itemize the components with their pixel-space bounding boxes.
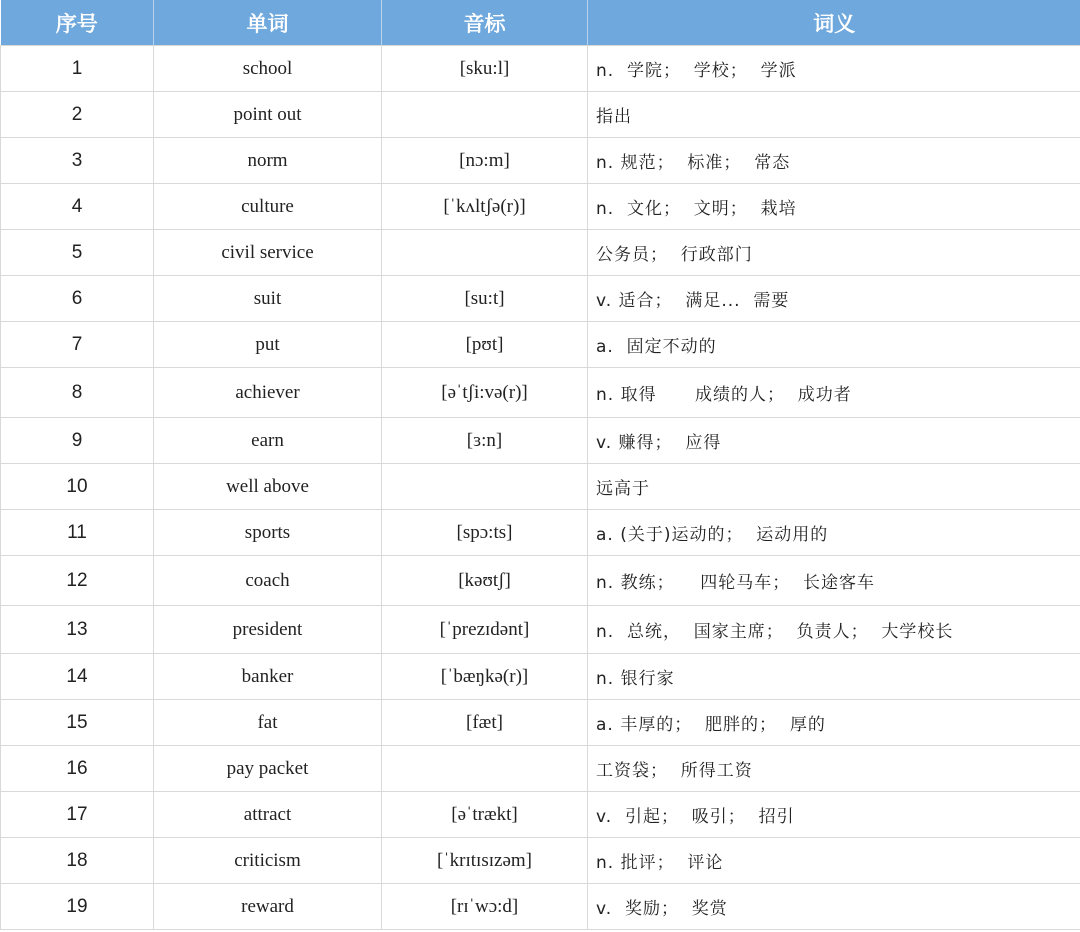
row-word: suit	[154, 276, 382, 322]
row-word: point out	[154, 92, 382, 138]
table-row	[1, 606, 1080, 654]
table-row	[1, 884, 1080, 930]
table-row	[1, 368, 1080, 418]
row-word: sports	[154, 510, 382, 556]
table-row	[1, 464, 1080, 510]
row-meaning: 指出	[588, 92, 1080, 138]
row-phonetic: [kəʊtʃ]	[382, 556, 588, 606]
row-meaning: n. 银行家	[588, 654, 1080, 700]
table-row	[1, 746, 1080, 792]
row-index: 19	[1, 884, 154, 930]
row-meaning: n. 批评； 评论	[588, 838, 1080, 884]
row-index: 17	[1, 792, 154, 838]
row-index: 1	[1, 46, 154, 92]
table-body	[1, 46, 1080, 930]
row-phonetic: [nɔ:m]	[382, 138, 588, 184]
row-word: achiever	[154, 368, 382, 418]
header-phonetic: 音标	[382, 0, 588, 46]
row-word: reward	[154, 884, 382, 930]
table-row	[1, 322, 1080, 368]
row-index: 12	[1, 556, 154, 606]
row-phonetic: [ˈbæŋkə(r)]	[382, 654, 588, 700]
row-meaning: a. (关于)运动的； 运动用的	[588, 510, 1080, 556]
row-index: 14	[1, 654, 154, 700]
header-meaning: 词义	[588, 0, 1080, 46]
table-header	[1, 0, 1080, 46]
table-row	[1, 46, 1080, 92]
row-meaning: 远高于	[588, 464, 1080, 510]
row-index: 9	[1, 418, 154, 464]
table-row	[1, 792, 1080, 838]
row-phonetic: [ɜ:n]	[382, 418, 588, 464]
row-word: president	[154, 606, 382, 654]
row-word: school	[154, 46, 382, 92]
row-meaning: n. 文化； 文明； 栽培	[588, 184, 1080, 230]
row-index: 15	[1, 700, 154, 746]
row-meaning: a. 固定不动的	[588, 322, 1080, 368]
row-index: 6	[1, 276, 154, 322]
row-word: norm	[154, 138, 382, 184]
row-index: 13	[1, 606, 154, 654]
row-word: pay packet	[154, 746, 382, 792]
row-index: 11	[1, 510, 154, 556]
table-row	[1, 654, 1080, 700]
row-index: 7	[1, 322, 154, 368]
row-word: fat	[154, 700, 382, 746]
row-word: well above	[154, 464, 382, 510]
row-phonetic: [rɪˈwɔ:d]	[382, 884, 588, 930]
table-row	[1, 510, 1080, 556]
table-row	[1, 276, 1080, 322]
header-row	[1, 0, 1080, 46]
row-phonetic	[382, 92, 588, 138]
row-meaning: v. 奖励； 奖赏	[588, 884, 1080, 930]
row-phonetic: [sku:l]	[382, 46, 588, 92]
row-index: 10	[1, 464, 154, 510]
row-index: 3	[1, 138, 154, 184]
row-phonetic: [əˈtrækt]	[382, 792, 588, 838]
row-phonetic	[382, 464, 588, 510]
row-phonetic: [fæt]	[382, 700, 588, 746]
table-row	[1, 230, 1080, 276]
row-meaning: v. 引起； 吸引； 招引	[588, 792, 1080, 838]
header-index: 序号	[1, 0, 154, 46]
row-word: culture	[154, 184, 382, 230]
table-row	[1, 556, 1080, 606]
row-index: 2	[1, 92, 154, 138]
row-word: coach	[154, 556, 382, 606]
table-row	[1, 138, 1080, 184]
row-meaning: v. 赚得； 应得	[588, 418, 1080, 464]
row-phonetic: [əˈtʃi:və(r)]	[382, 368, 588, 418]
table-row	[1, 700, 1080, 746]
row-index: 8	[1, 368, 154, 418]
row-phonetic: [su:t]	[382, 276, 588, 322]
table-row	[1, 92, 1080, 138]
row-phonetic: [pʊt]	[382, 322, 588, 368]
row-meaning: n. 学院； 学校； 学派	[588, 46, 1080, 92]
row-phonetic	[382, 230, 588, 276]
row-index: 4	[1, 184, 154, 230]
table-row	[1, 418, 1080, 464]
row-index: 5	[1, 230, 154, 276]
row-meaning: n. 总统， 国家主席； 负责人； 大学校长	[588, 606, 1080, 654]
row-word: earn	[154, 418, 382, 464]
row-word: put	[154, 322, 382, 368]
row-word: civil service	[154, 230, 382, 276]
row-word: attract	[154, 792, 382, 838]
row-meaning: n. 规范； 标准； 常态	[588, 138, 1080, 184]
header-word: 单词	[154, 0, 382, 46]
row-meaning: n. 教练； 四轮马车； 长途客车	[588, 556, 1080, 606]
row-meaning: 工资袋； 所得工资	[588, 746, 1080, 792]
row-meaning: 公务员； 行政部门	[588, 230, 1080, 276]
row-meaning: v. 适合； 满足... 需要	[588, 276, 1080, 322]
row-index: 16	[1, 746, 154, 792]
row-word: banker	[154, 654, 382, 700]
row-phonetic	[382, 746, 588, 792]
row-phonetic: [ˈkʌltʃə(r)]	[382, 184, 588, 230]
row-phonetic: [ˈkrɪtɪsɪzəm]	[382, 838, 588, 884]
row-index: 18	[1, 838, 154, 884]
row-phonetic: [ˈprezɪdənt]	[382, 606, 588, 654]
row-phonetic: [spɔ:ts]	[382, 510, 588, 556]
table-row	[1, 184, 1080, 230]
row-meaning: n. 取得 成绩的人； 成功者	[588, 368, 1080, 418]
row-word: criticism	[154, 838, 382, 884]
row-meaning: a. 丰厚的； 肥胖的； 厚的	[588, 700, 1080, 746]
table-row	[1, 838, 1080, 884]
